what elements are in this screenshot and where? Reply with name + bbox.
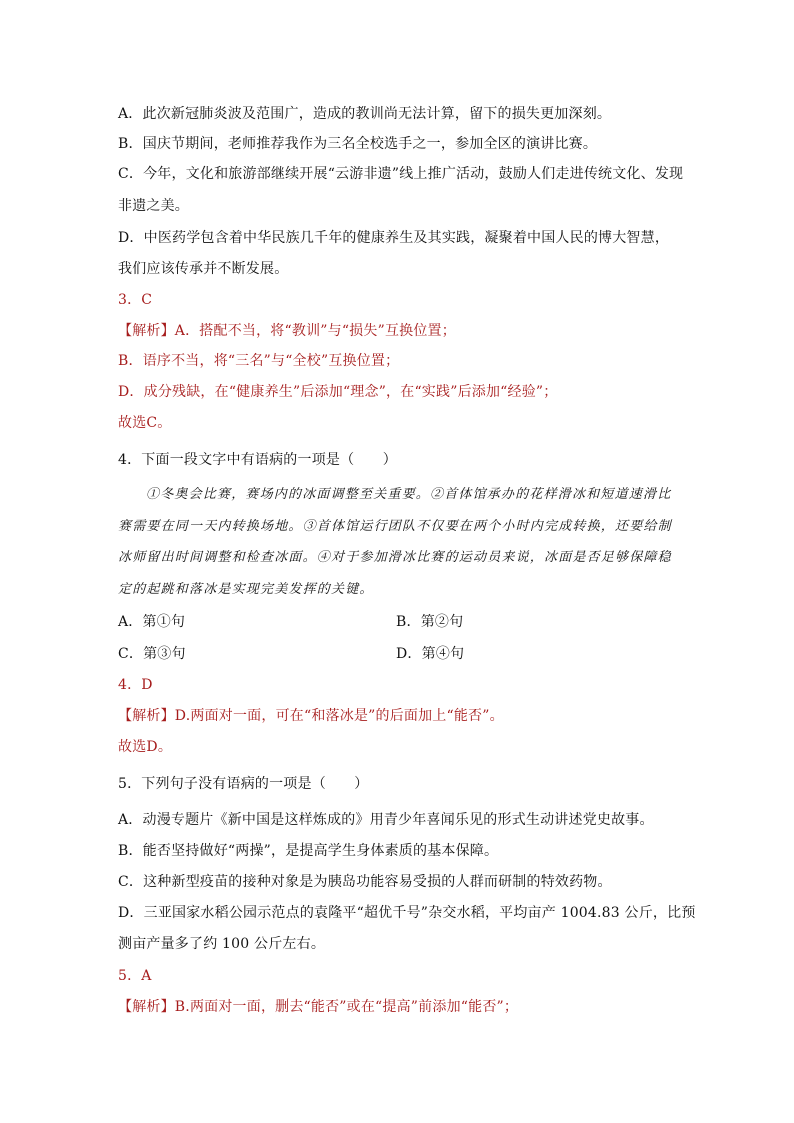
- q3-analysis-line: 故选C。: [118, 415, 172, 431]
- q5-analysis-line: 【解析】B.两面对一面，删去“能否”或在“提高”前添加“能否”；: [118, 999, 519, 1015]
- q5-stem: 5．下列句子没有语病的一项是（ ）: [118, 776, 369, 792]
- q5-option-c: C．这种新型疫苗的接种对象是为胰岛功能容易受损的人群而研制的特效药物。: [118, 874, 612, 890]
- q4-passage-line: 赛需要在同一天内转换场地。③首体馆运行团队不仅要在两个小时内完成转换，还要给制: [118, 519, 672, 534]
- q4-option-d: D．第④句: [396, 646, 465, 662]
- q5-option-d-cont: 测亩产量多了约 100 公斤左右。: [118, 936, 326, 952]
- q4-stem: 4．下面一段文字中有语病的一项是（ ）: [118, 452, 397, 468]
- q5-option-b: B．能否坚持做好“两操”，是提高学生身体素质的基本保障。: [118, 843, 499, 859]
- q5-option-a: A．动漫专题片《新中国是这样炼成的》用青少年喜闻乐见的形式生动讲述党史故事。: [118, 812, 654, 828]
- q4-option-c: C．第③句: [118, 646, 186, 662]
- q4-option-b: B．第②句: [396, 614, 464, 630]
- q4-answer: 4．D: [118, 677, 153, 693]
- q4-option-a: A．第①句: [118, 614, 186, 630]
- q3-option-b: B．国庆节期间，老师推荐我作为三名全校选手之一，参加全区的演讲比赛。: [118, 136, 598, 152]
- q3-option-c-cont: 非遗之美。: [118, 198, 189, 214]
- q3-option-a: A．此次新冠肺炎波及范围广，造成的教训尚无法计算，留下的损失更加深刻。: [118, 106, 612, 122]
- q3-analysis-line: B．语序不当，将“三名”与“全校”互换位置；: [118, 353, 400, 369]
- q3-analysis-line: D．成分残缺，在“健康养生”后添加“理念”，在“实践”后添加“经验”；: [118, 384, 558, 400]
- q4-passage-line: ①冬奥会比赛，赛场内的冰面调整至关重要。②首体馆承办的花样滑冰和短道速滑比: [146, 487, 672, 502]
- q3-answer: 3．C: [118, 292, 153, 308]
- q3-option-c: C．今年，文化和旅游部继续开展“云游非遗”线上推广活动，鼓励人们走进传统文化、发现: [118, 166, 684, 182]
- q3-analysis-line: 【解析】A．搭配不当，将“教训”与“损失”互换位置；: [118, 323, 456, 339]
- q4-passage-line: 冰师留出时间调整和检查冰面。④对于参加滑冰比赛的运动员来说，冰面是否足够保障稳: [118, 550, 672, 565]
- q5-answer: 5．A: [118, 968, 152, 984]
- q3-option-d: D．中医药学包含着中华民族几千年的健康养生及其实践，凝聚着中国人民的博大智慧，: [118, 230, 670, 246]
- q4-analysis-line: 【解析】D.两面对一面，可在“和落冰是”的后面加上“能否”。: [118, 708, 504, 724]
- q4-passage-line: 定的起跳和落冰是实现完美发挥的关键。: [118, 582, 374, 597]
- q4-analysis-line: 故选D。: [118, 739, 173, 755]
- q5-option-d: D．三亚国家水稻公园示范点的袁隆平“超优千号”杂交水稻，平均亩产 1004.83 公斤，比预: [118, 905, 696, 921]
- q3-option-d-cont: 我们应该传承并不断发展。: [118, 261, 289, 277]
